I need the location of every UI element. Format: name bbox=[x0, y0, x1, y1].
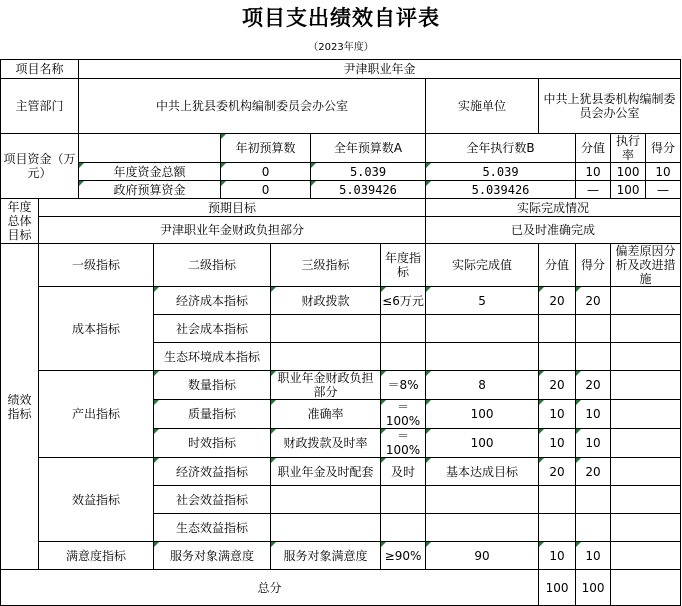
header-actual: 实际完成值 bbox=[426, 244, 539, 287]
l3-cell: 职业年金财政负担部分 bbox=[271, 371, 381, 400]
l2-cell: 时效指标 bbox=[154, 429, 271, 458]
l2-cell: 经济成本指标 bbox=[154, 287, 271, 315]
goals-row bbox=[1, 217, 681, 244]
perf-header-row bbox=[1, 244, 681, 287]
l2-cell: 社会效益指标 bbox=[154, 486, 271, 514]
score-cell: 20 bbox=[539, 287, 576, 315]
l2-cell: 数量指标 bbox=[154, 371, 271, 400]
header-annual-budget: 全年预算数A bbox=[311, 134, 426, 163]
actual-cell: 100 bbox=[426, 429, 539, 458]
funds-header-blank bbox=[79, 134, 221, 163]
header-perf-score: 分值 bbox=[539, 244, 576, 287]
target-cell: 及时 bbox=[381, 458, 426, 486]
l2-cell: 经济效益指标 bbox=[154, 458, 271, 486]
target-cell bbox=[381, 486, 426, 514]
expected-goal: 尹津职业年金财政负担部分 bbox=[39, 217, 426, 244]
got-cell bbox=[576, 315, 611, 343]
got-cell: 20 bbox=[576, 287, 611, 315]
note-cell bbox=[611, 486, 681, 514]
l1-satisfaction: 满意度指标 bbox=[39, 542, 154, 570]
note-cell bbox=[611, 514, 681, 542]
funds-row bbox=[1, 181, 681, 199]
actual-cell bbox=[426, 486, 539, 514]
l2-cell: 生态环境成本指标 bbox=[154, 343, 271, 371]
header-target: 年度指标 bbox=[381, 244, 426, 287]
l3-cell bbox=[271, 514, 381, 542]
perf-row bbox=[1, 458, 681, 486]
score-cell: 10 bbox=[539, 429, 576, 458]
header-l1: 一级指标 bbox=[39, 244, 154, 287]
dept-label: 主管部门 bbox=[1, 79, 79, 134]
note-cell bbox=[611, 287, 681, 315]
goals-header-row bbox=[1, 199, 681, 217]
perf-row bbox=[1, 287, 681, 315]
got-cell: 10 bbox=[576, 429, 611, 458]
goals-label: 年度总体目标 bbox=[1, 199, 39, 244]
funds-executed: 5.039426 bbox=[426, 181, 576, 199]
actual-cell: 90 bbox=[426, 542, 539, 570]
actual-cell bbox=[426, 514, 539, 542]
note-cell bbox=[611, 371, 681, 400]
evaluation-table bbox=[0, 59, 681, 606]
actual-cell bbox=[426, 315, 539, 343]
header-initial-budget: 年初预算数 bbox=[221, 134, 311, 163]
funds-initial: 0 bbox=[221, 181, 311, 199]
target-cell: ≥90% bbox=[381, 542, 426, 570]
actual-cell: 100 bbox=[426, 400, 539, 429]
expected-header: 预期目标 bbox=[39, 199, 426, 217]
impl-label: 实施单位 bbox=[426, 79, 539, 134]
l3-cell: 职业年金及时配套 bbox=[271, 458, 381, 486]
header-perf-got: 得分 bbox=[576, 244, 611, 287]
funds-row bbox=[1, 163, 681, 181]
note-cell bbox=[611, 343, 681, 371]
funds-score: 10 bbox=[576, 163, 611, 181]
got-cell bbox=[576, 486, 611, 514]
target-cell: ＝100% bbox=[381, 400, 426, 429]
dept-value: 中共上犹县委机构编制委员会办公室 bbox=[79, 79, 426, 134]
l2-cell: 服务对象满意度 bbox=[154, 542, 271, 570]
funds-label: 项目资金（万元） bbox=[1, 134, 79, 199]
note-cell bbox=[611, 400, 681, 429]
header-rate: 执行率 bbox=[611, 134, 646, 163]
l3-cell bbox=[271, 486, 381, 514]
score-cell: 10 bbox=[539, 542, 576, 570]
l2-cell: 生态效益指标 bbox=[154, 514, 271, 542]
department-row bbox=[1, 79, 681, 134]
header-l3: 三级指标 bbox=[271, 244, 381, 287]
actual-header: 实际完成情况 bbox=[426, 199, 681, 217]
total-row bbox=[1, 570, 681, 606]
impl-value: 中共上犹县委机构编制委员会办公室 bbox=[539, 79, 681, 134]
funds-got: — bbox=[646, 181, 681, 199]
funds-got: 10 bbox=[646, 163, 681, 181]
note-cell bbox=[611, 429, 681, 458]
perf-row bbox=[1, 542, 681, 570]
l2-cell: 社会成本指标 bbox=[154, 315, 271, 343]
header-score: 分值 bbox=[576, 134, 611, 163]
got-cell: 10 bbox=[576, 542, 611, 570]
l3-cell: 服务对象满意度 bbox=[271, 542, 381, 570]
actual-cell bbox=[426, 343, 539, 371]
score-cell bbox=[539, 486, 576, 514]
l3-cell bbox=[271, 315, 381, 343]
total-score: 100 bbox=[539, 570, 576, 606]
score-cell bbox=[539, 315, 576, 343]
got-cell: 20 bbox=[576, 458, 611, 486]
perf-label: 绩效指标 bbox=[1, 244, 39, 570]
score-cell: 20 bbox=[539, 458, 576, 486]
l3-cell bbox=[271, 343, 381, 371]
funds-score: — bbox=[576, 181, 611, 199]
total-note bbox=[611, 570, 681, 606]
funds-row-label: 政府预算资金 bbox=[79, 181, 221, 199]
l1-cost: 成本指标 bbox=[39, 287, 154, 371]
note-cell bbox=[611, 542, 681, 570]
actual-goal: 已及时准确完成 bbox=[426, 217, 681, 244]
score-cell bbox=[539, 343, 576, 371]
note-cell bbox=[611, 458, 681, 486]
got-cell: 10 bbox=[576, 400, 611, 429]
score-cell bbox=[539, 514, 576, 542]
target-cell bbox=[381, 343, 426, 371]
l3-cell: 财政拨款 bbox=[271, 287, 381, 315]
got-cell bbox=[576, 514, 611, 542]
l3-cell: 财政拨款及时率 bbox=[271, 429, 381, 458]
l1-effect: 效益指标 bbox=[39, 458, 154, 542]
header-got: 得分 bbox=[646, 134, 681, 163]
funds-annual: 5.039 bbox=[311, 163, 426, 181]
actual-cell: 5 bbox=[426, 287, 539, 315]
actual-cell: 8 bbox=[426, 371, 539, 400]
page-title: 项目支出绩效自评表 bbox=[242, 6, 440, 30]
header-l2: 二级指标 bbox=[154, 244, 271, 287]
target-cell bbox=[381, 315, 426, 343]
l2-cell: 质量指标 bbox=[154, 400, 271, 429]
project-name-label: 项目名称 bbox=[1, 60, 79, 79]
project-name-row bbox=[1, 60, 681, 79]
actual-cell: 基本达成目标 bbox=[426, 458, 539, 486]
funds-row-label: 年度资金总额 bbox=[79, 163, 221, 181]
note-cell bbox=[611, 315, 681, 343]
target-cell bbox=[381, 514, 426, 542]
header-note: 偏差原因分析及改进措施 bbox=[611, 244, 681, 287]
funds-rate: 100 bbox=[611, 163, 646, 181]
project-name-value: 尹津职业年金 bbox=[79, 60, 681, 79]
header-executed: 全年执行数B bbox=[426, 134, 576, 163]
target-cell: ＝100% bbox=[381, 429, 426, 458]
l3-cell: 准确率 bbox=[271, 400, 381, 429]
funds-header-row bbox=[1, 134, 681, 163]
total-got: 100 bbox=[576, 570, 611, 606]
l1-output: 产出指标 bbox=[39, 371, 154, 458]
perf-row bbox=[1, 371, 681, 400]
got-cell bbox=[576, 343, 611, 371]
got-cell: 20 bbox=[576, 371, 611, 400]
total-label: 总分 bbox=[1, 570, 539, 606]
target-cell: ＝8% bbox=[381, 371, 426, 400]
score-cell: 10 bbox=[539, 400, 576, 429]
year-label: （2023年度） bbox=[308, 42, 374, 53]
funds-initial: 0 bbox=[221, 163, 311, 181]
funds-rate: 100 bbox=[611, 181, 646, 199]
funds-annual: 5.039426 bbox=[311, 181, 426, 199]
target-cell: ≤6万元 bbox=[381, 287, 426, 315]
funds-executed: 5.039 bbox=[426, 163, 576, 181]
score-cell: 20 bbox=[539, 371, 576, 400]
